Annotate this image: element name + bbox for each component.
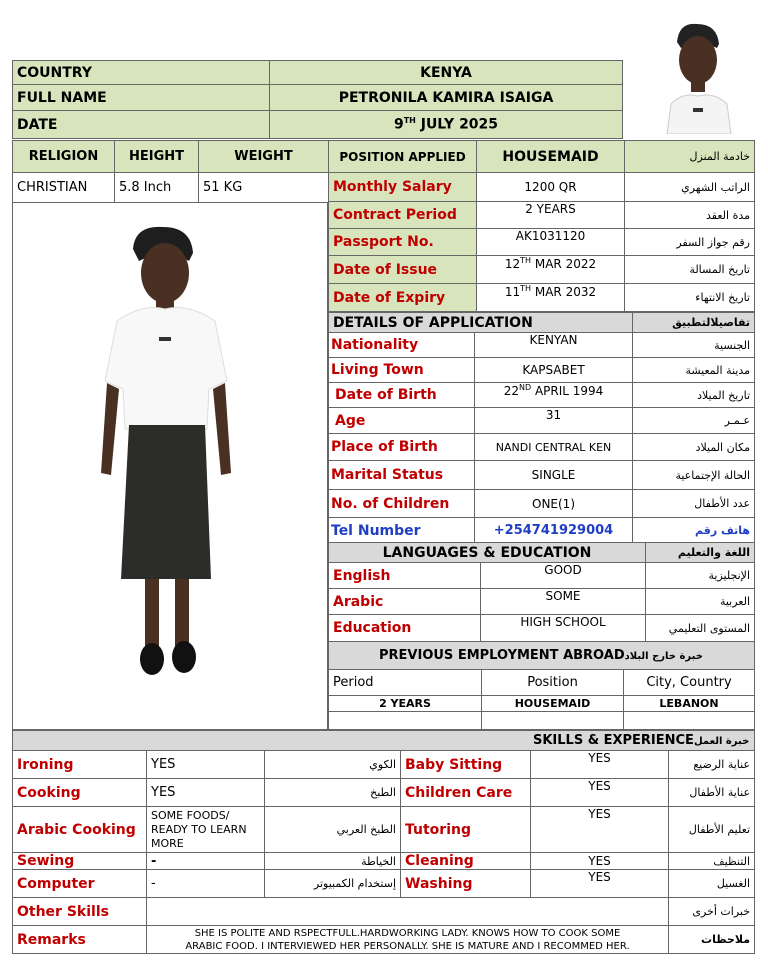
tel-value[interactable]: +254741929004 [475,518,633,544]
washing-ar: الغسيل [669,870,755,898]
washing-value: YES [531,870,669,898]
contract-table [328,140,755,312]
washing-label: Washing [401,870,531,898]
age-label: Age [329,408,475,434]
issue-label: Date of Issue [329,256,477,284]
portrait-photo [655,12,745,134]
remarks-label: Remarks [13,926,147,954]
date-label: DATE [13,111,270,139]
cooking-label: Cooking [13,779,147,807]
position-value: HOUSEMAID [477,141,625,173]
arabic-cooking-value: SOME FOODS/ READY TO LEARN MORE [147,807,265,853]
age-ar: عـمـر [633,408,755,434]
languages-table [328,542,755,642]
expiry-ar: تاريخ الانتهاء [625,284,755,312]
cleaning-value: YES [531,853,669,870]
weight-label: WEIGHT [199,141,329,173]
employment-empty-2 [482,712,624,730]
dob-label: Date of Birth [329,383,475,408]
fullname-value: PETRONILA KAMIRA ISAIGA [270,85,623,111]
full-body-photo [13,203,327,729]
skills-table [12,730,755,954]
expiry-label: Date of Expiry [329,284,477,312]
date-value: 9TH JULY 2025 [270,111,623,139]
remarks-value: SHE IS POLITE AND RSPECTFULL.HARDWORKING LADY. KNOWS HOW TO COOK SOME ARABIC FOOD. I INTERVIEWED HER PERSONALLY. SHE IS MATURE AND I RECOMMED HER. [147,926,669,954]
height-label: HEIGHT [115,141,199,173]
arabic-value: SOME [481,589,646,615]
english-value: GOOD [481,563,646,589]
baby-sitting-ar: عناية الرضيع [669,751,755,779]
salary-value: 1200 QR [477,173,625,202]
education-label: Education [329,615,481,642]
dob-ar: تاريخ الميلاد [633,383,755,408]
children-label: No. of Children [329,490,475,518]
remarks-ar: ملاحظات [669,926,755,954]
expiry-value: 11TH MAR 2032 [477,284,625,312]
employment-empty-3 [624,712,755,730]
tel-label: Tel Number [329,518,475,544]
place-of-birth-label: Place of Birth [329,434,475,461]
weight-value: 51 KG [199,173,329,203]
nationality-ar: الجنسية [633,333,755,358]
living-town-value: KAPSABET [475,358,633,383]
employment-empty-1 [329,712,482,730]
issue-ar: تاريخ المسالة [625,256,755,284]
marital-status-value: SINGLE [475,461,633,490]
languages-title: LANGUAGES & EDUCATION [329,543,646,563]
header-table [12,60,623,139]
cooking-ar: الطبخ [265,779,401,807]
living-town-ar: مدينة المعيشة [633,358,755,383]
salary-ar: الراتب الشهري [625,173,755,202]
sewing-ar: الخياطة [265,853,401,870]
living-town-label: Living Town [329,358,475,383]
cleaning-label: Cleaning [401,853,531,870]
baby-sitting-label: Baby Sitting [401,751,531,779]
marital-status-ar: الحالة الإجتماعية [633,461,755,490]
dob-value: 22ND APRIL 1994 [475,383,633,408]
children-care-ar: عناية الأطفال [669,779,755,807]
basic-table [12,140,329,203]
other-skills-ar: خبرات أخرى [669,898,755,926]
computer-value: - [147,870,265,898]
passport-ar: رقم جواز السفر [625,229,755,256]
sewing-value: - [147,853,265,870]
arabic-label: Arabic [329,589,481,615]
nationality-value: KENYAN [475,333,633,358]
photo-panel [12,202,328,730]
english-label: English [329,563,481,589]
country-value: KENYA [270,61,623,85]
english-ar: الإنجليزية [646,563,755,589]
nationality-label: Nationality [329,333,475,358]
sewing-label: Sewing [13,853,147,870]
education-ar: المستوى التعليمي [646,615,755,642]
religion-label: RELIGION [13,141,115,173]
contract-period-value: 2 YEARS [477,202,625,229]
ironing-ar: الكوي [265,751,401,779]
cleaning-ar: التنظيف [669,853,755,870]
tutoring-value: YES [531,807,669,853]
computer-ar: إستخدام الكمبيوتر [265,870,401,898]
age-value: 31 [475,408,633,434]
col-city: City, Country [624,670,755,696]
country-label: COUNTRY [13,61,270,85]
employment-period: 2 YEARS [329,696,482,712]
passport-value: AK1031120 [477,229,625,256]
col-position: Position [482,670,624,696]
contract-period-ar: مدة العقد [625,202,755,229]
details-table [328,312,755,544]
children-care-label: Children Care [401,779,531,807]
details-title-ar: تفاصيلالتطبيق [633,313,755,333]
children-ar: عدد الأطفال [633,490,755,518]
ironing-value: YES [147,751,265,779]
employment-title: PREVIOUS EMPLOYMENT ABROADخبرة خارج البلاد [329,642,755,670]
employment-position: HOUSEMAID [482,696,624,712]
col-period: Period [329,670,482,696]
place-of-birth-value: NANDI CENTRAL KEN [475,434,633,461]
contract-period-label: Contract Period [329,202,477,229]
children-value: ONE(1) [475,490,633,518]
arabic-ar: العربية [646,589,755,615]
cooking-value: YES [147,779,265,807]
children-care-value: YES [531,779,669,807]
employment-city: LEBANON [624,696,755,712]
details-title: DETAILS OF APPLICATION [329,313,633,333]
other-skills-label: Other Skills [13,898,147,926]
tutoring-ar: تعليم الأطفال [669,807,755,853]
ironing-label: Ironing [13,751,147,779]
issue-value: 12TH MAR 2022 [477,256,625,284]
position-label: POSITION APPLIED [329,141,477,173]
computer-label: Computer [13,870,147,898]
tel-ar: هاتف رقم [633,518,755,544]
place-of-birth-ar: مكان الميلاد [633,434,755,461]
religion-value: CHRISTIAN [13,173,115,203]
baby-sitting-value: YES [531,751,669,779]
height-value: 5.8 Inch [115,173,199,203]
marital-status-label: Marital Status [329,461,475,490]
salary-label: Monthly Salary [329,173,477,202]
arabic-cooking-ar: الطبخ العربي [265,807,401,853]
other-skills-value [147,898,669,926]
arabic-cooking-label: Arabic Cooking [13,807,147,853]
employment-table [328,641,755,730]
skills-title: SKILLS & EXPERIENCEخبرة العمل [13,731,755,751]
position-ar: خادمة المنزل [625,141,755,173]
fullname-label: FULL NAME [13,85,270,111]
tutoring-label: Tutoring [401,807,531,853]
languages-title-ar: اللغة والتعليم [646,543,755,563]
education-value: HIGH SCHOOL [481,615,646,642]
passport-label: Passport No. [329,229,477,256]
